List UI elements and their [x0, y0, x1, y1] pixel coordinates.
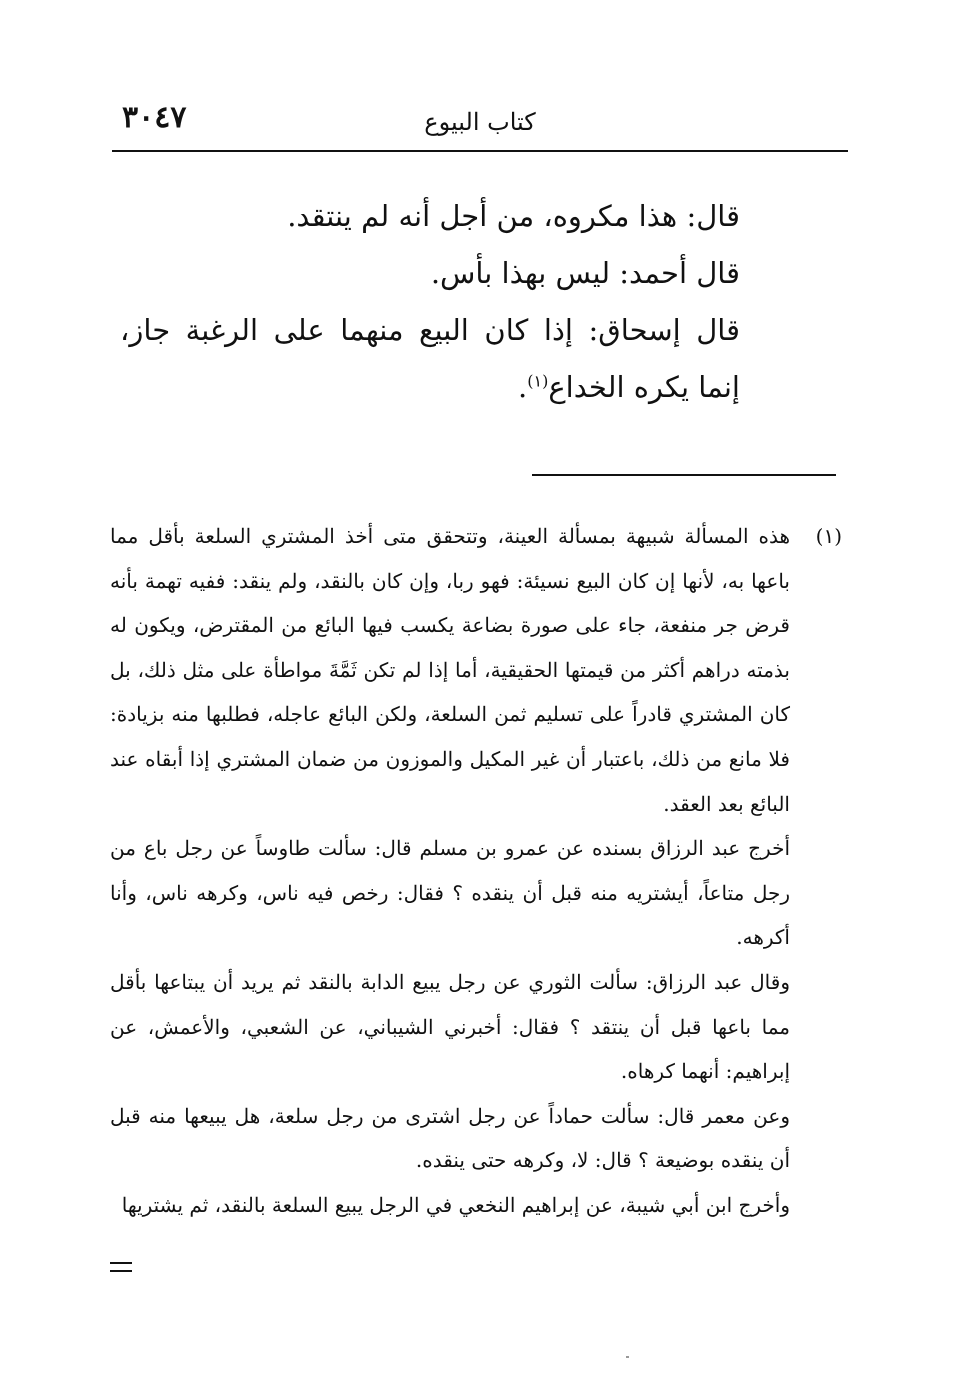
main-paragraph — [120, 302, 740, 416]
final-period: . — [518, 370, 528, 404]
continuation-mark — [110, 1262, 132, 1272]
scan-speck — [626, 1356, 629, 1358]
footnote-paragraph: وعن معمر قال: سألت حماداً عن رجل اشترى من رجل سلعة، هل يبيعها منه قبل أن ينقده بوضيعة ؟ قال: لا، وكرهه حتى ينقده. — [110, 1103, 790, 1173]
page-number: ٣٠٤٧ — [122, 100, 187, 135]
main-paragraph-text: قال إسحاق: إذا كان البيع منهما على الرغبة جاز، إنما يكره الخداع — [120, 313, 740, 404]
main-paragraph: قال: هذا مكروه، من أجل أنه لم ينتقد. — [287, 199, 740, 233]
footnote-paragraph: وأخرج ابن أبي شيبة، عن إبراهيم النخعي في الرجل يبيع السلعة بالنقد، ثم يشتريها — [121, 1192, 790, 1217]
main-text — [120, 188, 740, 416]
footnote-item — [110, 514, 842, 826]
footnote-text: هذه المسألة شبيهة بمسألة العينة، وتتحقق متى أخذ المشتري السلعة بأقل مما باعها به، لأنها إن كان البيع نسيئة: فهو ربا، وإن كان بالنقد، ولم ينقد: ففيه تهمة بأنه قرض جر منفعة، جاء على صورة بضاعة يكسب فيها البائع من المقترض، ويكون له بذمته دراهم أكثر من قيمتها الحقيقية، أما إذا لم تكن ثَمَّةَ مواطأة على مثل ذلك، بل كان المشتري قادراً على تسليم ثمن السلعة، ولكن البائع عاجله، فطلبها منه بزيادة: فلا مانع من ذلك، باعتبار أن غير المكيل والموزون من ضمان المشتري إذا أبقاه عند البائع بعد العقد. — [110, 524, 790, 816]
footnote-marker: (١) — [815, 524, 842, 548]
footnote-separator — [532, 474, 836, 476]
footnote-paragraph: أخرج عبد الرزاق بسنده عن عمرو بن مسلم قال: سألت طاوساً عن رجل باع من رجل متاعاً، أيشتريه منه قبل أن ينقده ؟ فقال: رخص فيه ناس، وكرهه ناس، وأنا أكرهه. — [110, 836, 790, 950]
footnotes — [110, 514, 842, 1228]
main-paragraph: قال أحمد: ليس بهذا بأس. — [430, 256, 740, 290]
footnote-paragraph: وقال عبد الرزاق: سألت الثوري عن رجل يبيع الدابة بالنقد ثم يريد أن يبتاعها بأقل مما باعها قبل أن ينتقد ؟ فقال: أخبرني الشيباني، عن الشعبي، والأعمش، عن إبراهيم: أنهما كرهاه. — [110, 969, 790, 1084]
footnote-reference[interactable]: (١) — [527, 371, 549, 391]
page-header — [112, 96, 848, 152]
running-title: كتاب البيوع — [424, 108, 536, 136]
